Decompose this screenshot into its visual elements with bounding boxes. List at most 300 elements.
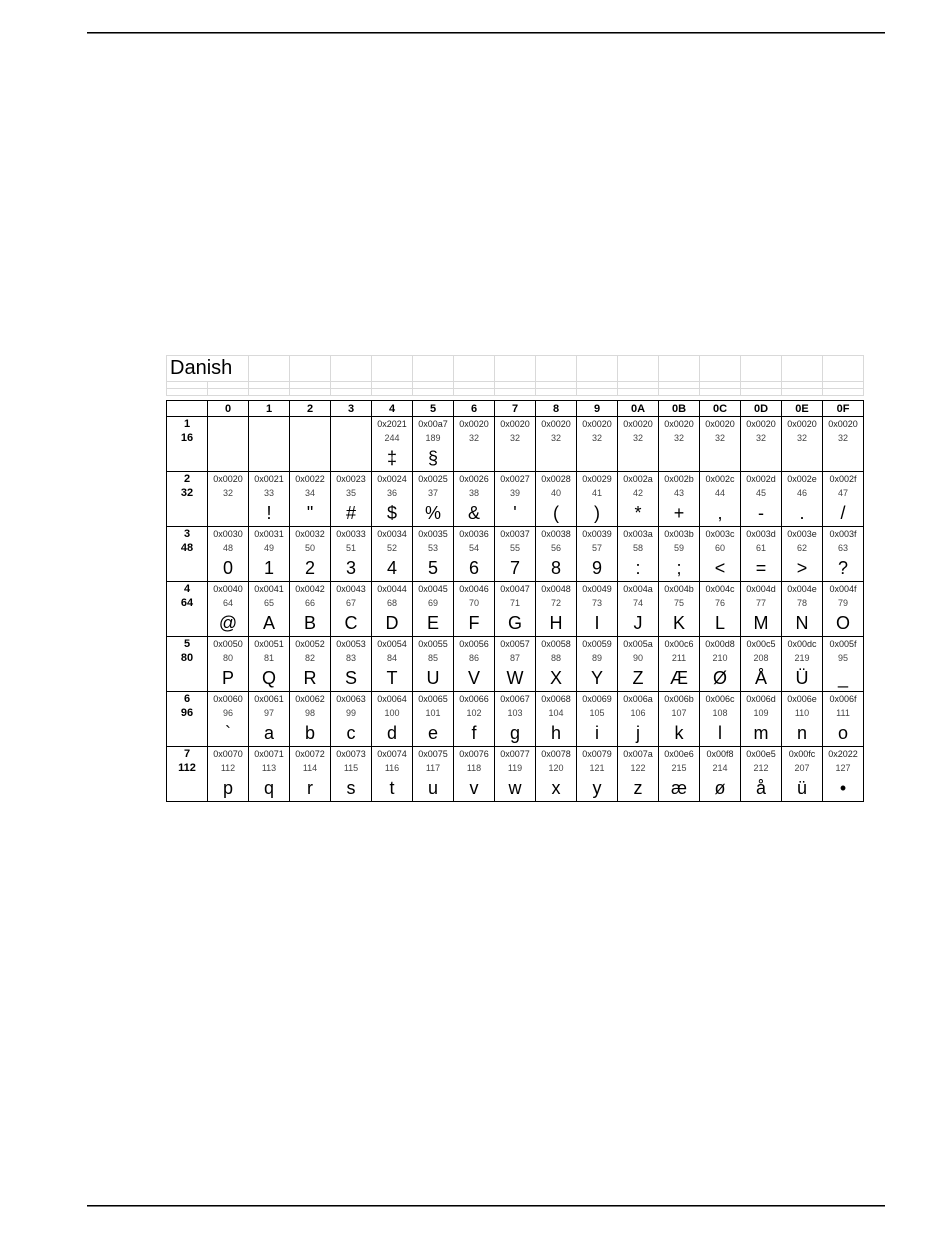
hex-code-cell: 0x0076 xyxy=(454,747,495,762)
column-header: 3 xyxy=(331,401,372,417)
character-cell: 2 xyxy=(290,555,331,582)
character-cell: § xyxy=(413,445,454,472)
decimal-code-cell: 66 xyxy=(290,596,331,610)
decimal-code-cell: 89 xyxy=(577,651,618,665)
character-cell: L xyxy=(700,610,741,637)
character-cell: h xyxy=(536,720,577,747)
hex-code-cell: 0x0070 xyxy=(208,747,249,762)
hex-code-cell: 0x0043 xyxy=(331,582,372,597)
empty-cell xyxy=(823,356,864,382)
hex-code-cell: 0x00f8 xyxy=(700,747,741,762)
hex-code-cell: 0x0037 xyxy=(495,527,536,542)
empty-cell xyxy=(331,382,372,389)
hex-code-cell: 0x00dc xyxy=(782,637,823,652)
empty-cell xyxy=(331,356,372,382)
empty-cell xyxy=(659,389,700,396)
character-cell xyxy=(290,445,331,472)
decimal-code-cell: 45 xyxy=(741,486,782,500)
decimal-code-cell: 39 xyxy=(495,486,536,500)
decimal-code-cell: 72 xyxy=(536,596,577,610)
row-label: 1 xyxy=(167,417,208,432)
decimal-code-cell: 68 xyxy=(372,596,413,610)
hex-code-cell: 0x003d xyxy=(741,527,782,542)
hex-code-cell: 0x0052 xyxy=(290,637,331,652)
character-cell: . xyxy=(782,500,823,527)
character-cell xyxy=(741,445,782,472)
hex-code-cell: 0x0060 xyxy=(208,692,249,707)
character-cell: a xyxy=(249,720,290,747)
character-cell: Z xyxy=(618,665,659,692)
hex-code-cell: 0x0046 xyxy=(454,582,495,597)
decimal-code-cell: 36 xyxy=(372,486,413,500)
column-header: 0 xyxy=(208,401,249,417)
row-label: 7 xyxy=(167,747,208,762)
table-row xyxy=(167,431,864,445)
character-cell: z xyxy=(618,775,659,802)
hex-code-cell: 0x0050 xyxy=(208,637,249,652)
decimal-code-cell: 107 xyxy=(659,706,700,720)
hex-code-cell: 0x006e xyxy=(782,692,823,707)
hex-code-cell: 0x003c xyxy=(700,527,741,542)
character-cell: n xyxy=(782,720,823,747)
character-cell: ü xyxy=(782,775,823,802)
table-row xyxy=(167,692,864,707)
hex-code-cell: 0x003e xyxy=(782,527,823,542)
character-cell: Q xyxy=(249,665,290,692)
row-label: 3 xyxy=(167,527,208,542)
hex-code-cell: 0x00e6 xyxy=(659,747,700,762)
hex-code-cell: 0x004d xyxy=(741,582,782,597)
decimal-code-cell xyxy=(208,431,249,445)
hex-code-cell: 0x0041 xyxy=(249,582,290,597)
character-cell: 5 xyxy=(413,555,454,582)
character-cell: A xyxy=(249,610,290,637)
table-row xyxy=(167,527,864,542)
decimal-code-cell xyxy=(249,431,290,445)
hex-code-cell: 0x0023 xyxy=(331,472,372,487)
decimal-code-cell: 32 xyxy=(495,431,536,445)
character-cell xyxy=(659,445,700,472)
empty-cell xyxy=(782,382,823,389)
row-label: 64 xyxy=(167,596,208,610)
character-cell xyxy=(823,445,864,472)
column-header-row xyxy=(167,401,864,417)
decimal-code-cell: 32 xyxy=(782,431,823,445)
empty-cell xyxy=(249,389,290,396)
character-cell: d xyxy=(372,720,413,747)
column-header: 0C xyxy=(700,401,741,417)
table-row xyxy=(167,637,864,652)
hex-code-cell xyxy=(249,417,290,432)
decimal-code-cell: 52 xyxy=(372,541,413,555)
decimal-code-cell: 32 xyxy=(536,431,577,445)
character-cell: ‡ xyxy=(372,445,413,472)
hex-code-cell: 0x0021 xyxy=(249,472,290,487)
hex-code-cell: 0x0069 xyxy=(577,692,618,707)
decimal-code-cell: 108 xyxy=(700,706,741,720)
hex-code-cell: 0x0020 xyxy=(659,417,700,432)
hex-code-cell: 0x0064 xyxy=(372,692,413,707)
character-cell: æ xyxy=(659,775,700,802)
hex-code-cell: 0x002a xyxy=(618,472,659,487)
character-cell: _ xyxy=(823,665,864,692)
hex-code-cell: 0x004c xyxy=(700,582,741,597)
decimal-code-cell: 81 xyxy=(249,651,290,665)
character-cell: Æ xyxy=(659,665,700,692)
decimal-code-cell: 44 xyxy=(700,486,741,500)
hex-code-cell: 0x00c6 xyxy=(659,637,700,652)
column-header: 0E xyxy=(782,401,823,417)
character-cell: b xyxy=(290,720,331,747)
table-row xyxy=(167,500,864,527)
empty-cell xyxy=(823,389,864,396)
hex-code-cell: 0x007a xyxy=(618,747,659,762)
hex-code-cell: 0x004e xyxy=(782,582,823,597)
decimal-code-cell: 215 xyxy=(659,761,700,775)
decimal-code-cell: 37 xyxy=(413,486,454,500)
hex-code-cell: 0x0068 xyxy=(536,692,577,707)
hex-code-cell: 0x0042 xyxy=(290,582,331,597)
character-cell: E xyxy=(413,610,454,637)
column-header: 0A xyxy=(618,401,659,417)
character-grid xyxy=(166,355,864,802)
hex-code-cell: 0x006f xyxy=(823,692,864,707)
character-cell: å xyxy=(741,775,782,802)
decimal-code-cell: 79 xyxy=(823,596,864,610)
empty-cell xyxy=(659,356,700,382)
hex-code-cell: 0x0049 xyxy=(577,582,618,597)
character-cell: 7 xyxy=(495,555,536,582)
decimal-code-cell: 87 xyxy=(495,651,536,665)
character-cell: Ü xyxy=(782,665,823,692)
character-cell: q xyxy=(249,775,290,802)
empty-cell xyxy=(536,382,577,389)
decimal-code-cell: 122 xyxy=(618,761,659,775)
decimal-code-cell: 127 xyxy=(823,761,864,775)
character-cell: ; xyxy=(659,555,700,582)
decimal-code-cell: 53 xyxy=(413,541,454,555)
decimal-code-cell: 113 xyxy=(249,761,290,775)
hex-code-cell: 0x004f xyxy=(823,582,864,597)
empty-cell xyxy=(413,382,454,389)
hex-code-cell: 0x0078 xyxy=(536,747,577,762)
decimal-code-cell: 60 xyxy=(700,541,741,555)
hex-code-cell: 0x003b xyxy=(659,527,700,542)
character-cell: > xyxy=(782,555,823,582)
table-row xyxy=(167,555,864,582)
character-cell: N xyxy=(782,610,823,637)
hex-code-cell: 0x0022 xyxy=(290,472,331,487)
decimal-code-cell: 115 xyxy=(331,761,372,775)
decimal-code-cell: 70 xyxy=(454,596,495,610)
character-cell: + xyxy=(659,500,700,527)
character-cell: 9 xyxy=(577,555,618,582)
hex-code-cell: 0x00e5 xyxy=(741,747,782,762)
decimal-code-cell: 90 xyxy=(618,651,659,665)
empty-cell xyxy=(331,389,372,396)
character-cell: 0 xyxy=(208,555,249,582)
empty-cell xyxy=(495,382,536,389)
decimal-code-cell: 59 xyxy=(659,541,700,555)
character-cell: j xyxy=(618,720,659,747)
decimal-code-cell: 83 xyxy=(331,651,372,665)
character-cell: P xyxy=(208,665,249,692)
decimal-code-cell: 34 xyxy=(290,486,331,500)
hex-code-cell: 0x0034 xyxy=(372,527,413,542)
table-row xyxy=(167,445,864,472)
character-cell: O xyxy=(823,610,864,637)
empty-cell xyxy=(577,356,618,382)
hex-code-cell: 0x0020 xyxy=(741,417,782,432)
column-header: 0F xyxy=(823,401,864,417)
decimal-code-cell: 207 xyxy=(782,761,823,775)
table-row xyxy=(167,610,864,637)
hex-code-cell: 0x0031 xyxy=(249,527,290,542)
decimal-code-cell: 104 xyxy=(536,706,577,720)
hex-code-cell: 0x004b xyxy=(659,582,700,597)
character-cell: 6 xyxy=(454,555,495,582)
decimal-code-cell: 119 xyxy=(495,761,536,775)
hex-code-cell: 0x0020 xyxy=(823,417,864,432)
hex-code-cell: 0x0020 xyxy=(454,417,495,432)
empty-cell xyxy=(536,389,577,396)
table-row xyxy=(167,775,864,802)
character-cell: @ xyxy=(208,610,249,637)
character-cell: J xyxy=(618,610,659,637)
decimal-code-cell: 32 xyxy=(454,431,495,445)
decimal-code-cell: 103 xyxy=(495,706,536,720)
hex-code-cell: 0x0020 xyxy=(495,417,536,432)
character-cell: I xyxy=(577,610,618,637)
decimal-code-cell: 82 xyxy=(290,651,331,665)
decimal-code-cell: 95 xyxy=(823,651,864,665)
decimal-code-cell xyxy=(290,431,331,445)
character-cell: K xyxy=(659,610,700,637)
empty-cell xyxy=(536,356,577,382)
column-header: 5 xyxy=(413,401,454,417)
hex-code-cell: 0x0047 xyxy=(495,582,536,597)
decimal-code-cell: 214 xyxy=(700,761,741,775)
decimal-code-cell: 32 xyxy=(577,431,618,445)
decimal-code-cell: 58 xyxy=(618,541,659,555)
empty-cell xyxy=(454,382,495,389)
danish-character-table xyxy=(166,355,864,818)
hex-code-cell: 0x0020 xyxy=(536,417,577,432)
hex-code-cell: 0x0020 xyxy=(208,472,249,487)
decimal-code-cell: 32 xyxy=(618,431,659,445)
decimal-code-cell: 244 xyxy=(372,431,413,445)
empty-cell xyxy=(700,356,741,382)
decimal-code-cell: 38 xyxy=(454,486,495,500)
hex-code-cell: 0x0053 xyxy=(331,637,372,652)
table-row xyxy=(167,747,864,762)
table-row xyxy=(167,720,864,747)
character-cell: k xyxy=(659,720,700,747)
decimal-code-cell: 32 xyxy=(208,486,249,500)
table-row xyxy=(167,706,864,720)
decimal-code-cell: 88 xyxy=(536,651,577,665)
character-cell: = xyxy=(741,555,782,582)
character-cell xyxy=(208,445,249,472)
decimal-code-cell: 55 xyxy=(495,541,536,555)
hex-code-cell: 0x002f xyxy=(823,472,864,487)
decimal-code-cell: 84 xyxy=(372,651,413,665)
column-header: 7 xyxy=(495,401,536,417)
row-label: 112 xyxy=(167,761,208,775)
column-header: 1 xyxy=(249,401,290,417)
decimal-code-cell: 43 xyxy=(659,486,700,500)
decimal-code-cell: 67 xyxy=(331,596,372,610)
row-label: 16 xyxy=(167,431,208,445)
character-cell: o xyxy=(823,720,864,747)
empty-cell xyxy=(208,382,249,389)
hex-code-cell: 0x006c xyxy=(700,692,741,707)
character-cell: x xyxy=(536,775,577,802)
decimal-code-cell: 75 xyxy=(659,596,700,610)
decimal-code-cell: 63 xyxy=(823,541,864,555)
character-cell xyxy=(454,445,495,472)
empty-cell xyxy=(249,382,290,389)
hex-code-cell: 0x0020 xyxy=(577,417,618,432)
character-cell: T xyxy=(372,665,413,692)
character-cell: r xyxy=(290,775,331,802)
decimal-code-cell: 208 xyxy=(741,651,782,665)
hex-code-cell: 0x0077 xyxy=(495,747,536,762)
decimal-code-cell: 49 xyxy=(249,541,290,555)
table-row xyxy=(167,665,864,692)
empty-cell xyxy=(495,389,536,396)
decimal-code-cell: 47 xyxy=(823,486,864,500)
character-cell xyxy=(700,445,741,472)
decimal-code-cell: 48 xyxy=(208,541,249,555)
character-cell xyxy=(249,445,290,472)
character-cell: V xyxy=(454,665,495,692)
decimal-code-cell: 106 xyxy=(618,706,659,720)
character-cell: U xyxy=(413,665,454,692)
row-label: 6 xyxy=(167,692,208,707)
character-cell xyxy=(782,445,823,472)
empty-cell xyxy=(495,356,536,382)
empty-cell xyxy=(167,389,208,396)
decimal-code-cell: 50 xyxy=(290,541,331,555)
row-label: 32 xyxy=(167,486,208,500)
character-cell: Ø xyxy=(700,665,741,692)
character-cell: H xyxy=(536,610,577,637)
hex-code-cell: 0x0056 xyxy=(454,637,495,652)
hex-code-cell: 0x0073 xyxy=(331,747,372,762)
decimal-code-cell: 219 xyxy=(782,651,823,665)
hex-code-cell: 0x0061 xyxy=(249,692,290,707)
character-cell: R xyxy=(290,665,331,692)
character-cell: G xyxy=(495,610,536,637)
empty-cell xyxy=(372,356,413,382)
decimal-code-cell: 77 xyxy=(741,596,782,610)
character-cell: y xyxy=(577,775,618,802)
decimal-code-cell: 110 xyxy=(782,706,823,720)
hex-code-cell: 0x0024 xyxy=(372,472,413,487)
table-title: Danish xyxy=(167,356,249,382)
empty-cell xyxy=(741,382,782,389)
empty-cell xyxy=(741,356,782,382)
decimal-code-cell: 35 xyxy=(331,486,372,500)
empty-cell xyxy=(249,356,290,382)
empty-cell xyxy=(823,382,864,389)
hex-code-cell: 0x0028 xyxy=(536,472,577,487)
hex-code-cell: 0x0020 xyxy=(618,417,659,432)
character-cell: $ xyxy=(372,500,413,527)
decimal-code-cell: 111 xyxy=(823,706,864,720)
empty-cell xyxy=(372,382,413,389)
hex-code-cell: 0x0039 xyxy=(577,527,618,542)
header-rule xyxy=(87,32,885,34)
decimal-code-cell: 114 xyxy=(290,761,331,775)
decimal-code-cell: 69 xyxy=(413,596,454,610)
empty-cell xyxy=(413,356,454,382)
character-cell: D xyxy=(372,610,413,637)
hex-code-cell: 0x002b xyxy=(659,472,700,487)
row-label: 2 xyxy=(167,472,208,487)
character-cell xyxy=(577,445,618,472)
table-row xyxy=(167,761,864,775)
hex-code-cell: 0x002c xyxy=(700,472,741,487)
decimal-code-cell: 32 xyxy=(659,431,700,445)
decimal-code-cell: 32 xyxy=(823,431,864,445)
decimal-code-cell: 112 xyxy=(208,761,249,775)
character-cell: - xyxy=(741,500,782,527)
column-header: 0D xyxy=(741,401,782,417)
hex-code-cell: 0x0063 xyxy=(331,692,372,707)
character-cell: ' xyxy=(495,500,536,527)
empty-cell xyxy=(413,389,454,396)
empty-cell xyxy=(741,389,782,396)
decimal-code-cell: 74 xyxy=(618,596,659,610)
character-cell: , xyxy=(700,500,741,527)
character-cell: s xyxy=(331,775,372,802)
character-cell: ` xyxy=(208,720,249,747)
character-cell: i xyxy=(577,720,618,747)
decimal-code-cell xyxy=(331,431,372,445)
character-cell: 3 xyxy=(331,555,372,582)
hex-code-cell: 0x002d xyxy=(741,472,782,487)
hex-code-cell: 0x0057 xyxy=(495,637,536,652)
hex-code-cell: 0x0058 xyxy=(536,637,577,652)
decimal-code-cell: 105 xyxy=(577,706,618,720)
decimal-code-cell: 32 xyxy=(700,431,741,445)
decimal-code-cell: 61 xyxy=(741,541,782,555)
hex-code-cell: 0x2022 xyxy=(823,747,864,762)
decimal-code-cell: 76 xyxy=(700,596,741,610)
character-cell: C xyxy=(331,610,372,637)
character-cell: 1 xyxy=(249,555,290,582)
empty-cell xyxy=(167,500,208,527)
character-cell: l xyxy=(700,720,741,747)
empty-cell xyxy=(167,720,208,747)
column-header: 0B xyxy=(659,401,700,417)
character-cell xyxy=(536,445,577,472)
hex-code-cell: 0x0051 xyxy=(249,637,290,652)
character-cell: w xyxy=(495,775,536,802)
hex-code-cell: 0x0025 xyxy=(413,472,454,487)
decimal-code-cell: 46 xyxy=(782,486,823,500)
hex-code-cell: 0x0062 xyxy=(290,692,331,707)
character-cell: c xyxy=(331,720,372,747)
hex-code-cell: 0x006b xyxy=(659,692,700,707)
decimal-code-cell: 211 xyxy=(659,651,700,665)
hex-code-cell: 0x003f xyxy=(823,527,864,542)
empty-cell xyxy=(454,356,495,382)
hex-code-cell: 0x0040 xyxy=(208,582,249,597)
decimal-code-cell: 56 xyxy=(536,541,577,555)
